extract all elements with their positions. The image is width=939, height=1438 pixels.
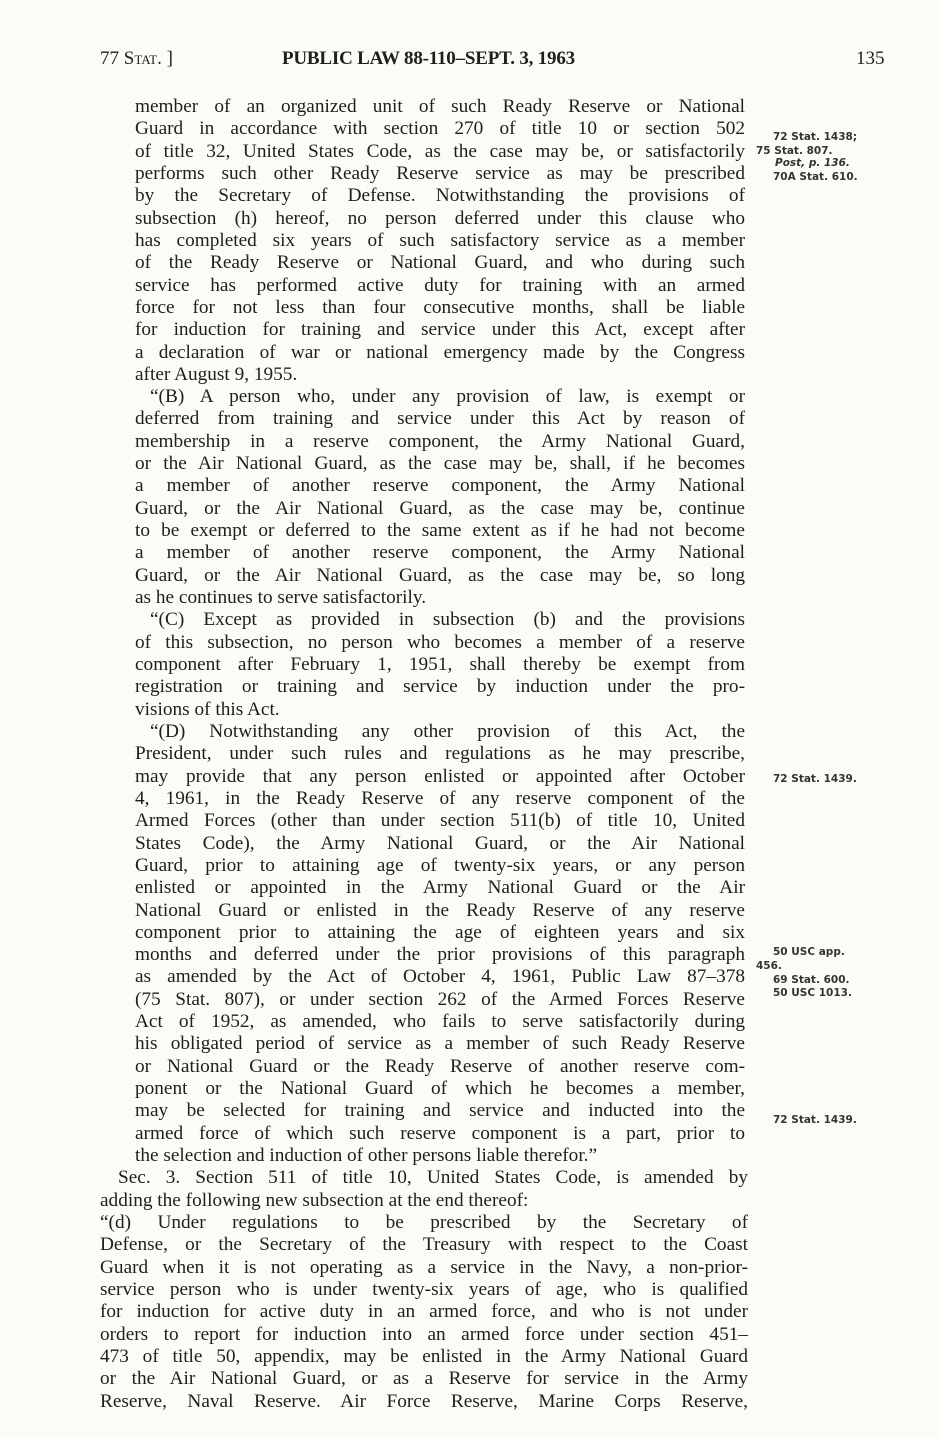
text-line: service has performed active duty for training with an armed <box>135 274 745 296</box>
margin-citation: 72 Stat. 1439. <box>773 773 857 785</box>
text-line: President, under such rules and regulations as he may prescribe, <box>135 743 745 765</box>
text-line: component prior to attaining the age of eighteen years and six <box>135 921 745 943</box>
text-line: “(D) Notwithstanding any other provision of this Act, the <box>150 720 745 742</box>
section-heading-line: Sec. 3. Section 511 of title 10, United States Code, is amended by <box>118 1167 748 1189</box>
text-line: months and deferred under the prior provisions of this paragraph <box>135 944 745 966</box>
margin-citation: 72 Stat. 1439. <box>773 1114 857 1126</box>
text-line: after August 9, 1955. <box>135 363 298 385</box>
text-line: 4, 1961, in the Ready Reserve of any reserve component of the <box>135 787 745 809</box>
margin-citation: 69 Stat. 600. <box>773 974 850 986</box>
margin-citation: 50 USC 1013. <box>773 987 852 999</box>
text-line: Guard when it is not operating as a service in the Navy, a non-prior- <box>100 1256 748 1278</box>
text-line: Guard, or the Air National Guard, as the case may be, continue <box>135 497 745 519</box>
text-line: as he continues to serve satisfactorily. <box>135 587 427 609</box>
text-line: or the Air National Guard, as the case may be, shall, if he becomes <box>135 453 745 475</box>
page-title: PUBLIC LAW 88-110–SEPT. 3, 1963 <box>282 48 575 69</box>
text-line: Reserve, Naval Reserve. Air Force Reserve, Marine Corps Reserve, <box>100 1390 748 1412</box>
text-line: of title 32, United States Code, as the case may be, or satisfactorily <box>135 140 745 162</box>
text-line: Act of 1952, as amended, who fails to serve satisfactorily during <box>135 1011 745 1033</box>
text-line: “(d) Under regulations to be prescribed by the Secretary of <box>100 1212 748 1233</box>
text-line: deferred from training and service under this Act by reason of <box>135 408 745 430</box>
text-line: Defense, or the Secretary of the Treasury with respect to the Coast <box>100 1234 748 1256</box>
text-line: by the Secretary of Defense. Notwithstanding the provisions of <box>135 185 745 207</box>
text-line: for induction for active duty in an armed force, and who is not under <box>100 1301 748 1323</box>
margin-citation: 70A Stat. 610. <box>773 171 858 183</box>
margin-citation: 72 Stat. 1438; <box>773 131 858 143</box>
margin-citation: Post, p. 136. <box>775 157 850 169</box>
text-line: member of an organized unit of such Ready Reserve or National <box>135 96 745 117</box>
text-line: force for not less than four consecutive months, shall be liable <box>135 296 745 318</box>
text-line: Guard in accordance with section 270 of title 10 or section 502 <box>135 118 745 140</box>
text-line: Guard, prior to attaining age of twenty-six years, or any person <box>135 854 745 876</box>
text-line: visions of this Act. <box>135 698 280 720</box>
text-line: ponent or the National Guard of which he becomes a member, <box>135 1078 745 1100</box>
text-line: adding the following new subsection at the end thereof: <box>100 1189 529 1211</box>
margin-citation: 75 Stat. 807. <box>756 145 833 157</box>
page-number: 135 <box>856 48 885 69</box>
text-line: as amended by the Act of October 4, 1961, Public Law 87–378 <box>135 966 745 988</box>
statute-volume: 77 Stat. ] <box>100 48 173 69</box>
text-line: a member of another reserve component, the Army National <box>135 475 745 497</box>
text-line: enlisted or appointed in the Army National Guard or the Air <box>135 877 745 899</box>
margin-citation: 456. <box>756 960 782 972</box>
text-line: to be exempt or deferred to the same extent as if he had not become <box>135 520 745 542</box>
text-line: Armed Forces (other than under section 511(b) of title 10, United <box>135 810 745 832</box>
text-line: of this subsection, no person who becomes a member of a reserve <box>135 631 745 653</box>
text-line: orders to report for induction into an armed force under section 451– <box>100 1323 748 1345</box>
text-line: “(B) A person who, under any provision of law, is exempt or <box>150 386 745 408</box>
text-line: States Code), the Army National Guard, or the Air National <box>135 832 745 854</box>
text-line: 473 of title 50, appendix, may be enlisted in the Army National Guard <box>100 1345 748 1367</box>
text-line: may provide that any person enlisted or appointed after October <box>135 765 745 787</box>
text-line: a member of another reserve component, the Army National <box>135 542 745 564</box>
text-line: his obligated period of service as a member of such Ready Reserve <box>135 1033 745 1055</box>
text-line: subsection (h) hereof, no person deferred under this clause who <box>135 207 745 229</box>
text-line: for induction for training and service under this Act, except after <box>135 319 745 341</box>
text-line: Guard, or the Air National Guard, as the case may be, so long <box>135 564 745 586</box>
text-line: National Guard or enlisted in the Ready Reserve of any reserve <box>135 899 745 921</box>
text-line: “(C) Except as provided in subsection (b) and the provisions <box>150 609 745 631</box>
text-line: (75 Stat. 807), or under section 262 of the Armed Forces Reserve <box>135 988 745 1010</box>
text-line: of the Ready Reserve or National Guard, and who during such <box>135 252 745 274</box>
text-line: performs such other Ready Reserve service as may be prescribed <box>135 162 745 184</box>
text-line: has completed six years of such satisfactory service as a member <box>135 229 745 251</box>
text-line: component after February 1, 1951, shall thereby be exempt from <box>135 654 745 675</box>
text-line: the selection and induction of other persons liable therefor.” <box>135 1145 598 1167</box>
text-line: a declaration of war or national emergency made by the Congress <box>135 341 745 363</box>
text-line: armed force of which such reserve component is a part, prior to <box>135 1122 745 1144</box>
text-line: membership in a reserve component, the Army National Guard, <box>135 430 745 452</box>
text-line: registration or training and service by induction under the pro- <box>135 676 745 698</box>
text-line: service person who is under twenty-six years of age, who is qualified <box>100 1278 748 1300</box>
margin-citation: 50 USC app. <box>773 946 845 958</box>
text-line: or the Air National Guard, or as a Reserve for service in the Army <box>100 1368 748 1390</box>
text-line: or National Guard or the Ready Reserve of another reserve com- <box>135 1055 745 1077</box>
text-line: may be selected for training and service and inducted into the <box>135 1100 745 1122</box>
